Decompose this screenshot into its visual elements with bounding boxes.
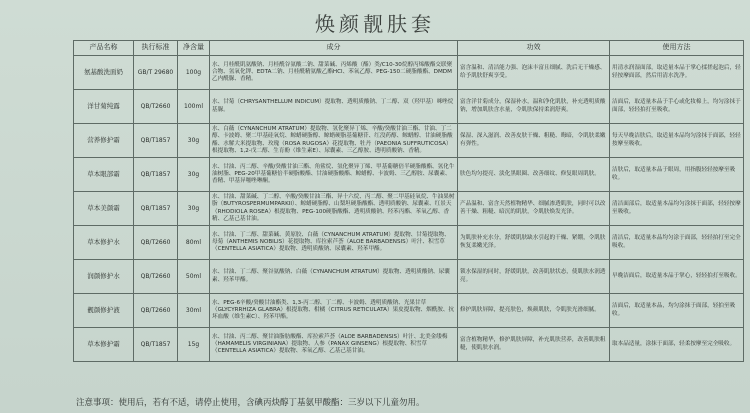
product-efficacy: 富含植物精华，修护肌肤屏障，补充肌肤营养，改善肌肤粗糙，使肌肤水润。 xyxy=(458,328,610,362)
product-usage: 用清水润湿面部，取适量本品于掌心揉搓起泡后，轻轻按摩面部，然后用清水洗净。 xyxy=(610,56,744,90)
product-efficacy: 产品温和、富含天然植物精华、细腻渗透肌肤，同时可以改善干燥、粗糙、暗沉的肌肤，令肌肤焕发光泽。 xyxy=(458,192,610,226)
product-name: 营养修护霜 xyxy=(74,124,134,158)
table-row xyxy=(74,192,744,226)
product-ingredients: 水、白薇（CYNANCHUM ATRATUM）提取物、氢化聚异丁烯、辛酸/癸酸甘油三酯、甘油、丁二醇、卡波姆、聚二甲基硅氧烷、鲸蜡硬脂醇、鲸蜡硬脂基葡糖苷、红没药醇、鲸蜡醇、甘油硬脂酸酯、水解大米提取物、玫瑰（ROSA RUGOSA）花提取物、牡丹（PAEONIA SUFFRUTICOSA）根提取物、1,2-戊二醇、生育酚（维生素E）、尿囊素、三乙醇胺、透明质酸钠、香精。 xyxy=(210,124,458,158)
product-standard: QB/T2660 xyxy=(134,260,178,294)
product-ingredients: 水、甘油、甜菜碱、丁二醇、辛酸/癸酸甘油三酯、异十六烷、丙二醇、聚二甲基硅氧烷、牛油果树脂（BUTYROSPERMUMPARKII）、鲸蜡硬脂醇、山梨坦硬脂酸酯、透明质酸钠、尿囊素、红景天（RHODIOLA ROSEA）根提取物、PEG-100硬脂酸酯、透明质酸钠、羟苯丙酯、苯氧乙醇、香精、乙基己基甘油。 xyxy=(210,192,458,226)
product-ingredients: 水、PEG-6辛酸/癸酸甘油酯类、1,3-丙二醇、丁二醇、卡波姆、透明质酸钠、光果甘草（GLYCYRRHIZA GLABRA）根提取物、柑橘（CITRUS RETICULATA）果皮提取物、烟酰胺、抗坏血酸（维生素C）、羟苯甲酯。 xyxy=(210,294,458,328)
product-usage: 清洁面部后，取适量本品均匀涂抹于面部，轻轻按摩至吸收。 xyxy=(610,192,744,226)
table-header-row xyxy=(74,41,744,56)
table-row xyxy=(74,158,744,192)
product-ingredients: 水、月桂酰肌氨酸钠、月桂酰谷氨酸二钠、甜菜碱、丙烯酸（酯）类/C10-30烷醇丙烯酸酯交联聚合物、氢氧化钾、EDTA二钠、月桂酰精氨酸乙酯HCl、苯氧乙醇、PEG-150二硬脂酸酯、DMDM乙内酰脲、香精。 xyxy=(210,56,458,90)
product-name: 润颜修护水 xyxy=(74,260,134,294)
product-usage: 取本品适量，涂抹于面部，轻柔按摩至完全吸收。 xyxy=(610,328,744,362)
header-product-name: 产品名称 xyxy=(74,41,134,56)
product-volume: 30g xyxy=(178,158,210,192)
product-name: 草本美颜霜 xyxy=(74,192,134,226)
page-title: 焕颜靓肤套 xyxy=(315,12,435,36)
product-standard: GB/T 29680 xyxy=(134,56,178,90)
caution-note: 注意事项：使用后，若有不适，请停止使用，含碘丙炔醇丁基氨甲酸酯：三岁以下儿童勿用。 xyxy=(76,398,425,408)
product-volume: 100ml xyxy=(178,90,210,124)
product-name: 氨基酸洗面奶 xyxy=(74,56,134,90)
product-name: 靓颜修护液 xyxy=(74,294,134,328)
product-standard: QB/T1857 xyxy=(134,192,178,226)
product-standard: QB/T2660 xyxy=(134,90,178,124)
product-volume: 100g xyxy=(178,56,210,90)
header-volume: 净含量 xyxy=(178,41,210,56)
product-name: 草本修护水 xyxy=(74,226,134,260)
header-efficacy: 功效 xyxy=(458,41,610,56)
product-standard: QB/T2660 xyxy=(134,226,178,260)
product-standard: QB/T2660 xyxy=(134,294,178,328)
product-usage: 洁面后，取适量本品，均匀涂抹于面部，轻拍至吸收。 xyxy=(610,294,744,328)
product-name: 洋甘菊纯露 xyxy=(74,90,134,124)
product-standard: QB/T1857 xyxy=(134,328,178,362)
product-ingredients: 水、甘油、丙二醇、聚甘油脂肪酸酯、库拉索芦荟（ALOE BARBADENSIS）叶汁、北美金缕梅（HAMAMELIS VIRGINIANA）提取物、人参（PANAX GINSENG）根提取物、积雪草（CENTELLA ASIATICA）提取物、苯氧乙醇、乙基己基甘油。 xyxy=(210,328,458,362)
product-volume: 50ml xyxy=(178,260,210,294)
product-ingredients: 水、甘油、丁二醇、聚谷氨酸钠、白薇（CYNANCHUM ATRATUM）提取物、透明质酸钠、尿囊素、羟苯甲酯。 xyxy=(210,260,458,294)
table-row xyxy=(74,124,744,158)
product-usage: 洁肤后，取适量本品于眼周，用指腹轻轻按摩至吸收。 xyxy=(610,158,744,192)
table-row xyxy=(74,294,744,328)
product-name: 草本眼部霜 xyxy=(74,158,134,192)
table-row xyxy=(74,56,744,90)
product-name: 草本修护霜 xyxy=(74,328,134,362)
product-usage: 清洁后，取适量本品均匀涂于面部，轻轻拍打至完全吸收。 xyxy=(610,226,744,260)
product-volume: 80ml xyxy=(178,226,210,260)
product-efficacy: 富含洋甘菊成分，保湿补水，温和净化肌肤，补充透明质酸钠，增加肌肤含水量，令肌肤保持柔润舒爽。 xyxy=(458,90,610,124)
header-ingredients: 成分 xyxy=(210,41,458,56)
product-volume: 15g xyxy=(178,328,210,362)
product-efficacy: 锁水保湿的同时，舒缓肌肤，改善肌肤状态，使肌肤水润透亮。 xyxy=(458,260,610,294)
product-efficacy: 肤色均匀提亮、淡化黑眼圈、改善细纹、修复眼周肌肤。 xyxy=(458,158,610,192)
product-standard: QB/T1857 xyxy=(134,158,178,192)
table-row xyxy=(74,260,744,294)
product-efficacy: 富含温和、清洁能力强、泡沫丰富且细腻、洗后无干燥感、给予肌肤舒爽享受。 xyxy=(458,56,610,90)
product-ingredients: 水、甘油、丁二醇、甜菜碱、黄原胶、白薇（CYNANCHUM ATRATUM）提取物、甘菊提取物、母菊（ANTHEMIS NOBILIS）花提取物、库拉索芦荟（ALOE BARBADENSIS）叶汁、积雪草（CENTELLA ASIATICA）提取物、透明质酸钠、尿囊素、羟苯甲酯。 xyxy=(210,226,458,260)
product-volume: 30g xyxy=(178,192,210,226)
table-row xyxy=(74,226,744,260)
product-standard: QB/T1857 xyxy=(134,124,178,158)
product-usage: 洁面后，取适量本品于手心或化妆棉上，均匀涂抹于面部，轻轻拍打至吸收。 xyxy=(610,90,744,124)
product-volume: 30g xyxy=(178,124,210,158)
product-volume: 30ml xyxy=(178,294,210,328)
product-usage: 早晚洁面后，取适量本品于掌心，轻轻拍打至吸收。 xyxy=(610,260,744,294)
product-ingredients: 水、甘油、丙二醇、辛酸/癸酸甘油三酯、角鲨烷、氢化聚异丁烯、甲基葡糖倍半硬脂酸酯、氢化牛油树脂、PEG-20甲基葡糖倍半硬脂酸酯、甘油硬脂酸酯、鲸蜡醇、卡波姆、三乙醇胺、尿囊素、香精、甲基异噻唑啉酮。 xyxy=(210,158,458,192)
product-efficacy: 为肌肤补充水分，舒缓肌肤缺水引起的干燥、紧绷，令肌肤恢复柔嫩光泽。 xyxy=(458,226,610,260)
product-ingredients: 水、甘菊（CHRYSANTHELLUM INDICUM）提取物、透明质酸钠、丁二醇、双（羟甲基）咪唑烷基脲。 xyxy=(210,90,458,124)
table-row xyxy=(74,328,744,362)
header-usage: 使用方法 xyxy=(610,41,744,56)
header-standard: 执行标准 xyxy=(134,41,178,56)
table-row xyxy=(74,90,744,124)
product-efficacy: 保湿、深入滋润、改善皮肤干燥、粗糙、晦暗，令肌肤柔嫩有弹性。 xyxy=(458,124,610,158)
product-efficacy: 修护肌肤屏障，提亮肤色，焕颜肌肤，令肌肤光滑细腻。 xyxy=(458,294,610,328)
product-table xyxy=(73,40,744,362)
product-usage: 每天早晚洁肤后，取适量本品均匀涂抹于面部，轻轻按摩至吸收。 xyxy=(610,124,744,158)
